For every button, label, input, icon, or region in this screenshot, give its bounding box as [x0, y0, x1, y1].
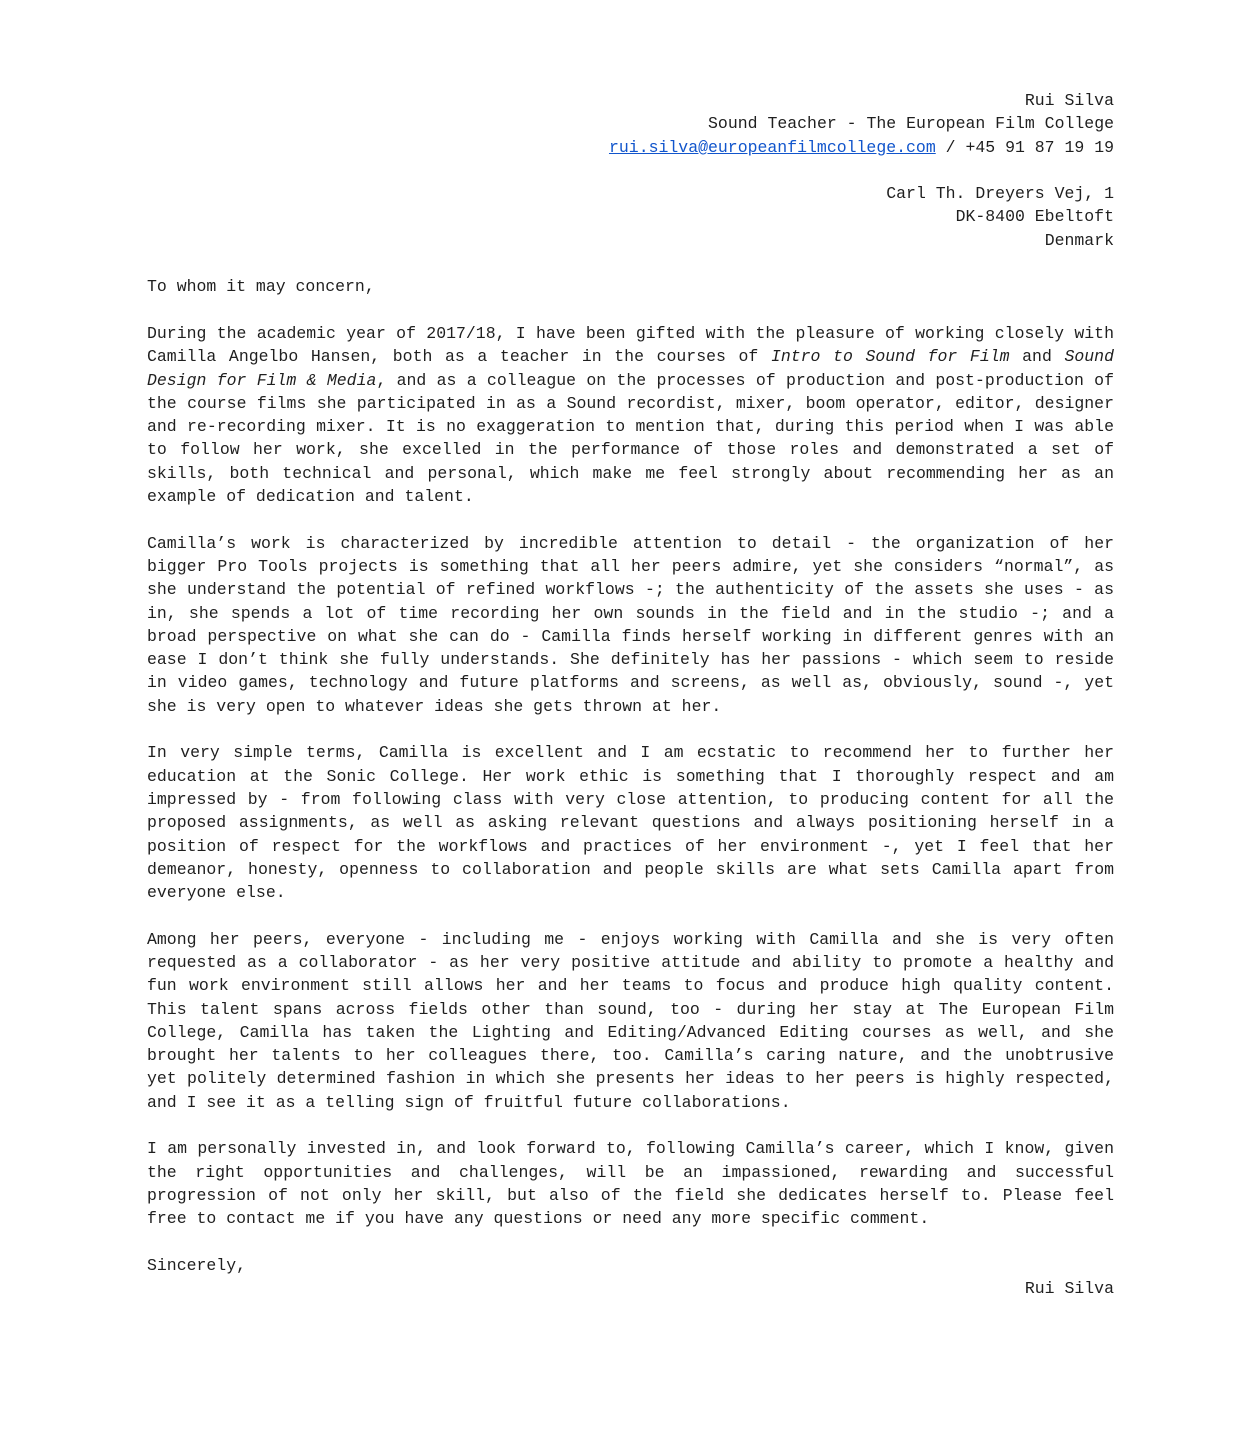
letter-page [147, 89, 1114, 1300]
signature: Rui Silva [1024, 1279, 1114, 1299]
paragraph-1-text-a: During the academic year of 2017/18, I have been gifted with the pleasure of working closely with Camilla Angelbo Hansen, both as a teacher in the courses of [147, 323, 1114, 367]
paragraph-1-text-c: , and as a colleague on the processes of production and post-production of the course films she participated in as a Sound recordist, mixer, boom operator, editor, designer and re-recording mixer. It is no exaggeration to mention that, during this period when I was able to follow her work, she excelled in the performance of those roles and demonstrated a set of skills, both technical and personal, which make me feel strongly about recommending her as an example of dedication and talent. [147, 370, 1114, 507]
address-city: DK-8400 Ebeltoft [955, 207, 1114, 227]
salutation: To whom it may concern, [147, 277, 375, 297]
paragraph-1 [147, 322, 1114, 508]
address-street: Carl Th. Dreyers Vej, 1 [886, 184, 1114, 204]
closing: Sincerely, [147, 1255, 247, 1275]
sender-contact [147, 136, 1114, 159]
paragraph-4: Among her peers, everyone - including me - enjoys working with Camilla and she is very often requested as a collaborator - as her very positive attitude and ability to promote a healthy and fun work environment still allows her and her teams to focus and produce high quality content. This talent spans across fields other than sound, too - during her stay at The European Film College, Camilla has taken the Lighting and Editing/Advanced Editing courses as well, and she brought her talents to her colleagues there, too. Camilla’s caring nature, and the unobtrusive yet politely determined fashion in which she presents her ideas to her peers is highly respected, and I see it as a telling sign of fruitful future collaborations. [147, 929, 1114, 1112]
paragraph-1-text-b: and [1009, 347, 1065, 367]
sender-block [147, 89, 1114, 159]
sender-title: Sound Teacher - The European Film College [708, 114, 1114, 134]
paragraph-5: I am personally invested in, and look forward to, following Camilla’s career, which I know, given the right opportunities and challenges, will be an impassioned, rewarding and successful progression of not only her skill, but also of the field she dedicates herself to. Please feel free to contact me if you have any questions or need any more specific comment. [147, 1139, 1114, 1229]
contact-separator: / [935, 137, 966, 157]
course-intro-sound: Intro to Sound for Film [770, 347, 1010, 367]
paragraph-2: Camilla’s work is characterized by incredible attention to detail - the organization of her bigger Pro Tools projects is something that all her peers admire, yet she considers “normal”, as she understand the potential of refined workflows -; the authenticity of the assets she uses - as in, she spends a lot of time recording her own sounds in the field and in the studio -; and a broad perspective on what she can do - Camilla finds herself working in different genres with an ease I don’t think she fully understands. She definitely has her passions - which seem to reside in video games, technology and future platforms and screens, as well as, obviously, sound -, yet she is very open to whatever ideas she gets thrown at her. [147, 533, 1114, 716]
address-block [147, 182, 1114, 252]
paragraph-3: In very simple terms, Camilla is excellent and I am ecstatic to recommend her to further her education at the Sonic College. Her work ethic is something that I thoroughly respect and am impressed by - from following class with very close attention, to producing content for all the proposed assignments, as well as asking relevant questions and always positioning herself in a position of respect for the workflows and practices of her environment -, yet I feel that her demeanor, honesty, openness to collaboration and people skills are what sets Camilla apart from everyone else. [147, 743, 1114, 903]
sender-phone: +45 91 87 19 19 [965, 137, 1114, 157]
address-country: Denmark [1044, 230, 1114, 250]
sender-name: Rui Silva [1024, 91, 1114, 110]
email-link[interactable]: rui.silva@europeanfilmcollege.com [608, 137, 936, 157]
course-sound-design: Sound Design for Film & Media [147, 347, 1114, 390]
